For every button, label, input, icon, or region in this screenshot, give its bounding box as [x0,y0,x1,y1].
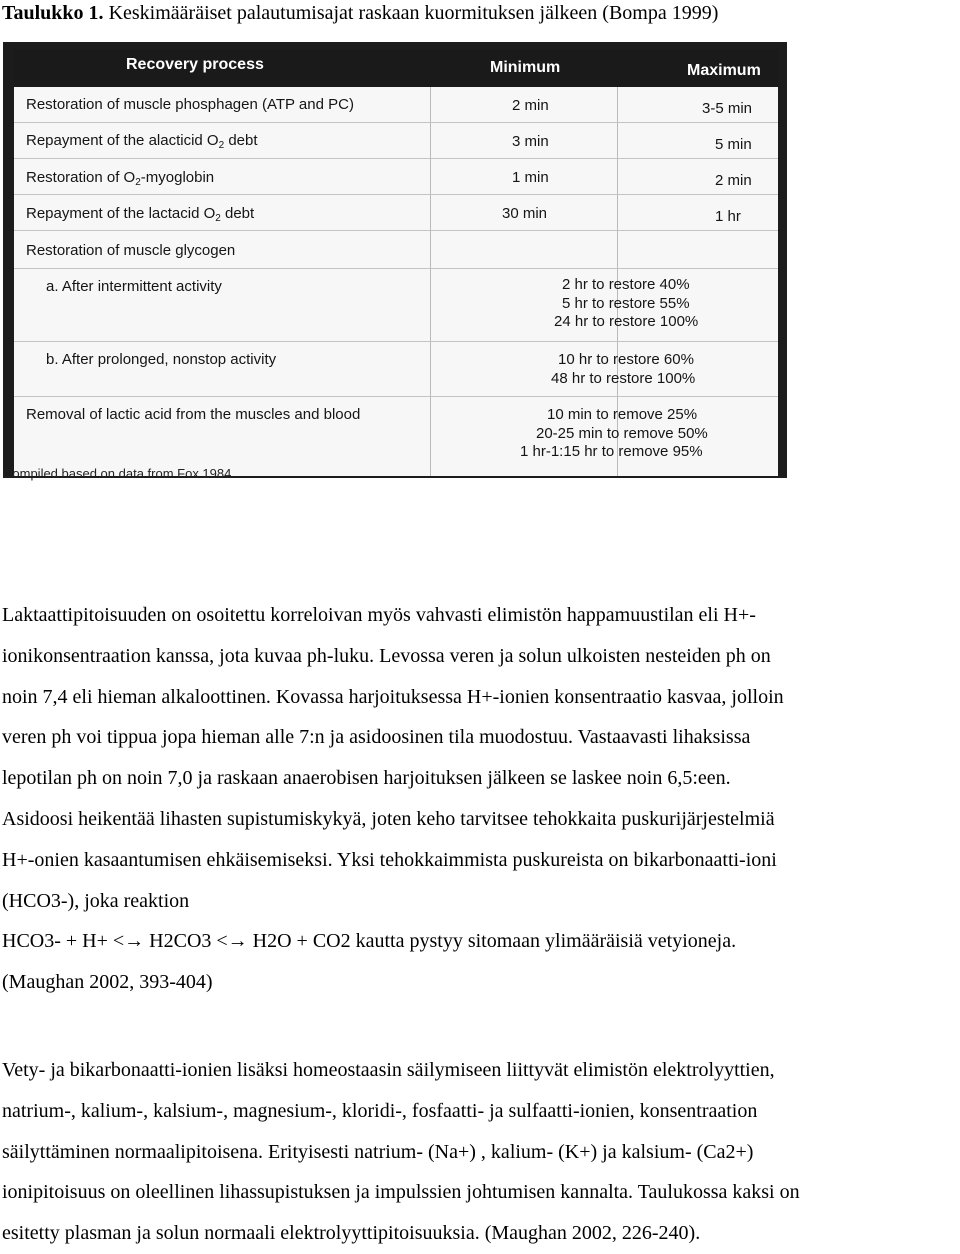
row-minimum: 2 min [512,97,549,114]
text-line: säilyttäminen normaalipitoisena. Erityisesti natrium- (Na+) , kalium- (K+) ja kalsium- (Ca2+) [2,1140,754,1163]
row-divider [14,396,778,397]
text-line: lepotilan ph on noin 7,0 ja raskaan anaerobisen harjoituksen jälkeen se laskee noin 6,5:een. [2,767,731,790]
glycogen-values-b [551,351,695,388]
row-divider [14,230,778,231]
header-minimum: Minimum [490,59,561,76]
glycogen-sub-a: a. After intermittent activity [46,278,222,295]
text-line: esitetty plasman ja solun normaali elektrolyyttipitoisuuksia. (Maughan 2002, 226-240). [2,1222,701,1245]
text-line: Vety- ja bikarbonaatti-ionien lisäksi homeostaasin säilymiseen liittyvät elimistön elektrolyyttien, [2,1059,775,1081]
value-line: 1 hr-1:15 hr to remove 95% [520,443,703,460]
row-divider [14,341,778,342]
glycogen-title: Restoration of muscle glycogen [26,242,236,259]
row-process: Repayment of the lactacid $O_2$ debt [26,205,255,224]
value-line: 24 hr to restore 100% [554,313,699,330]
row-minimum: 30 min [502,205,548,222]
text-line: ionipitoisuus on oleellinen lihassupistuksen ja impulssien johtumisen kannalta. Taulukossa kaksi on [2,1181,800,1204]
header-maximum: Maximum [687,62,761,79]
recovery-table [14,49,778,476]
text-line: (Maughan 2002, 393-404) [2,971,213,994]
value-line: 48 hr to restore 100% [551,369,696,387]
row-divider [14,268,778,269]
text-line: noin 7,4 eli hieman alkaloottinen. Kovassa harjoituksessa H+-ionien konsentraatio kasvaa, jolloin [2,685,784,708]
text-line: Asidoosi heikentää lihasten supistumiskykyä, joten keho tarvitsee tehokkaita puskurijärjestelmiä [2,807,775,830]
glycogen-sub-b: b. After prolonged, nonstop activity [46,351,277,368]
row-process: Restoration of $O_2$-myoglobin [26,169,215,188]
text-line: HCO3- + H+ <→ H2CO3 <→ H2O + CO2 kautta pystyy sitomaan ylimääräisiä vetyioneja. [2,930,737,953]
row-minimum: 1 min [512,169,549,186]
row-process: Repayment of the alacticid $O_2$ debt [26,132,258,151]
table-header [14,49,778,87]
value-line: 5 hr to restore 55% [562,294,690,312]
lactic-title: Removal of lactic acid from the muscles and blood [26,406,361,423]
row-maximum: 5 min [715,136,752,153]
header-recovery-process: Recovery process [126,56,264,73]
text-line: veren ph voi tippua jopa hieman alle 7:n ja asidoosinen tila muodostuu. Vastaavasti lihaksissa [2,726,751,749]
value-line: 20-25 min to remove 50% [536,424,708,442]
text-line: natrium-, kalium-, kalsium-, magnesium-, kloridi-, fosfaatti- ja sulfaatti-ionien, konsentraation [2,1099,758,1122]
value-line: 10 hr to restore 60% [558,351,694,368]
caption-label: Taulukko 1. [2,2,104,24]
text-line: Laktaattipitoisuuden on osoitettu korreloivan myös vahvasti elimistön happamuustilan eli H+- [2,604,756,626]
row-divider [14,158,778,159]
table-caption [2,0,718,26]
text-line: ionikonsentraation kanssa, jota kuvaa ph-luku. Levossa veren ja solun ulkoisten nesteiden ph on [2,644,771,667]
table-footnote-cropped: Compiled based on data from Fox 1984 [3,466,232,481]
recovery-table-image [3,42,787,481]
row-maximum: 3-5 min [702,100,753,117]
row-minimum: 3 min [512,133,549,150]
row-maximum: 1 hr [715,208,741,225]
paragraph-1 [2,595,960,1003]
value-line: 10 min to remove 25% [547,406,698,423]
row-process: Restoration of muscle phosphagen (ATP and PC) [26,96,354,113]
lactic-values [520,406,708,462]
caption-text: Keskimääräiset palautumisajat raskaan kuormituksen jälkeen (Bompa 1999) [103,2,719,24]
text-line: (HCO3-), joka reaktion [2,889,190,912]
column-divider [430,87,431,476]
row-maximum: 2 min [715,172,752,189]
glycogen-values-a [554,276,698,332]
text-line: H+-onien kasaantumisen ehkäisemiseksi. Yksi tehokkaimmista puskureista on bikarbonaatti-ioni [2,848,777,871]
row-divider [14,122,778,123]
row-divider [14,194,778,195]
value-line: 2 hr to restore 40% [562,276,690,293]
paragraph-2 [2,1050,960,1254]
